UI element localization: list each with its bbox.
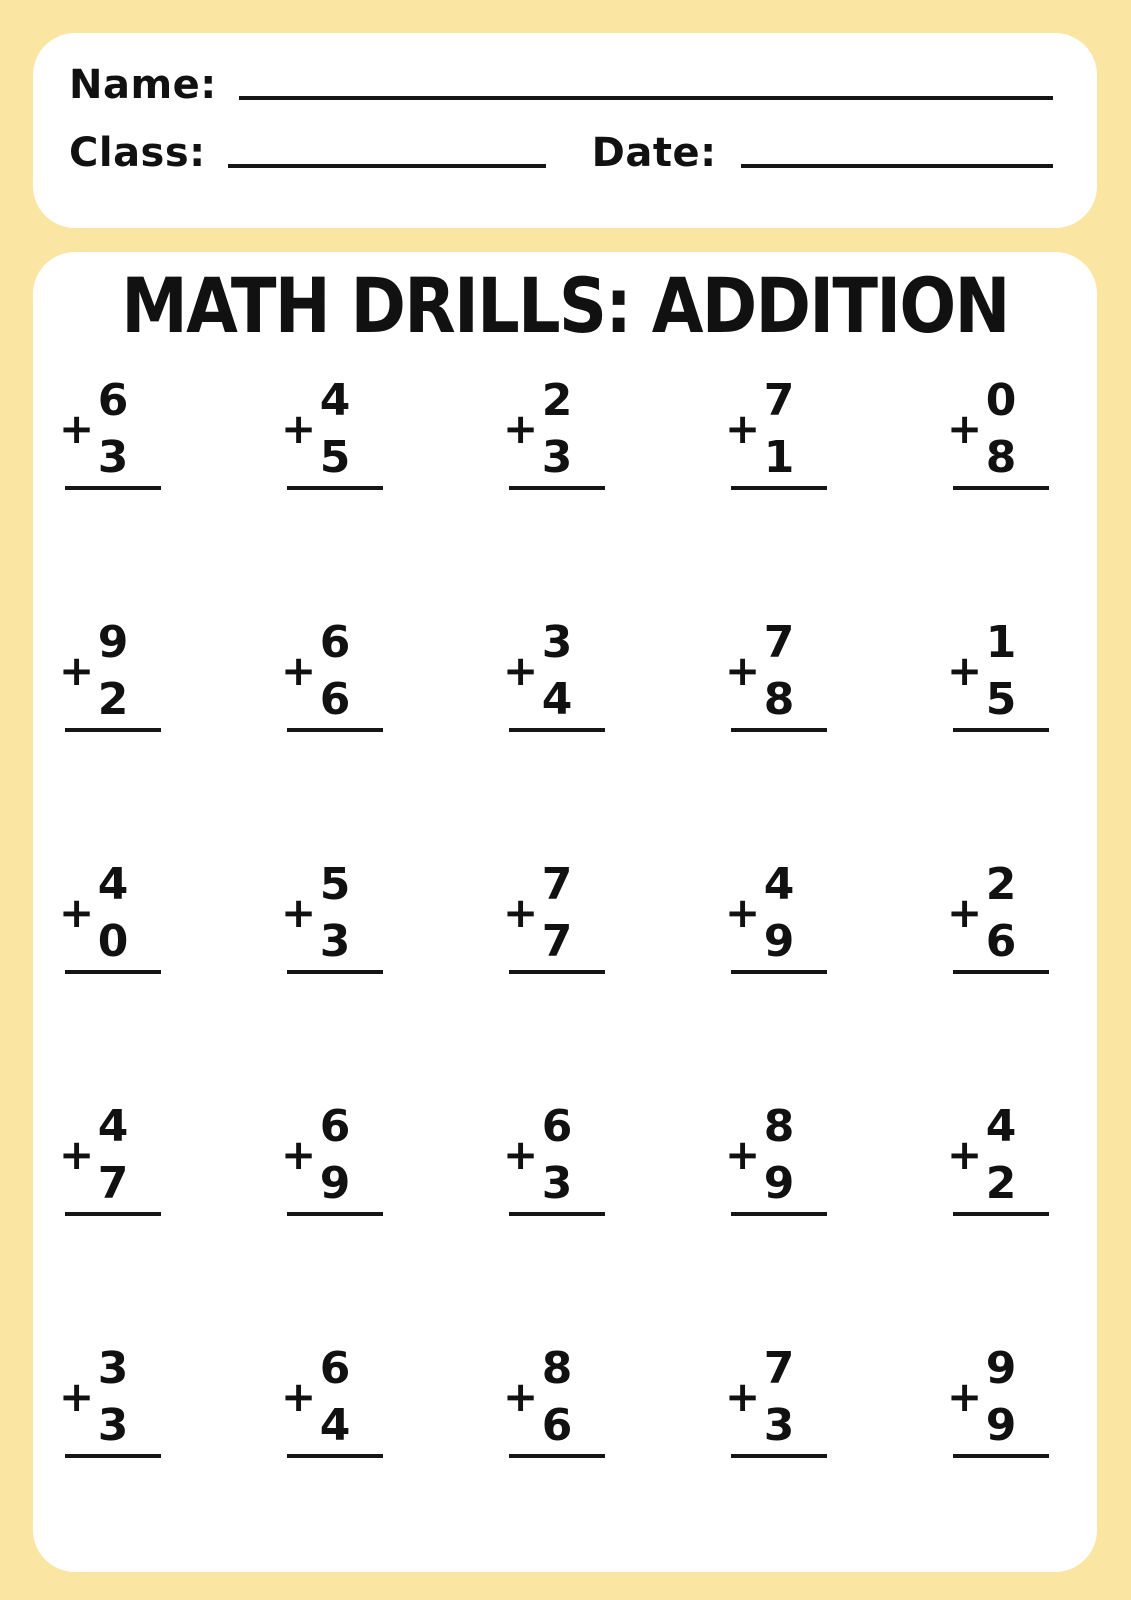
addition-problem bbox=[725, 1098, 827, 1340]
plus-operator: + bbox=[59, 646, 95, 696]
plus-operator: + bbox=[947, 1130, 983, 1180]
addition-problem bbox=[947, 856, 1049, 1098]
addends bbox=[542, 372, 573, 486]
addition-problem bbox=[281, 1098, 383, 1340]
bottom-addend: 4 bbox=[541, 674, 573, 726]
top-addend: 7 bbox=[763, 375, 795, 427]
answer-line bbox=[65, 1454, 161, 1458]
addends bbox=[320, 1098, 351, 1212]
bottom-addend: 6 bbox=[319, 674, 351, 726]
plus-operator: + bbox=[281, 1130, 317, 1180]
problem-body bbox=[59, 372, 161, 486]
class-label: Class: bbox=[69, 130, 206, 176]
answer-line bbox=[65, 970, 161, 974]
plus-operator: + bbox=[281, 646, 317, 696]
problem-body bbox=[725, 1098, 827, 1212]
date-fill-line bbox=[741, 164, 1053, 168]
bottom-addend: 9 bbox=[985, 1400, 1017, 1452]
bottom-addend: 5 bbox=[985, 674, 1017, 726]
problem-body bbox=[947, 1340, 1049, 1454]
addition-problem bbox=[947, 372, 1049, 614]
name-row bbox=[69, 63, 1053, 107]
bottom-addend: 4 bbox=[319, 1400, 351, 1452]
bottom-addend: 7 bbox=[541, 916, 573, 968]
problem-body bbox=[281, 1340, 383, 1454]
problem-body bbox=[281, 614, 383, 728]
problem-body bbox=[281, 1098, 383, 1212]
top-addend: 4 bbox=[763, 859, 795, 911]
bottom-addend: 9 bbox=[763, 1158, 795, 1210]
addends bbox=[98, 614, 129, 728]
answer-line bbox=[509, 1454, 605, 1458]
top-addend: 3 bbox=[97, 1343, 129, 1395]
addition-problem bbox=[59, 856, 161, 1098]
top-addend: 9 bbox=[97, 617, 129, 669]
answer-line bbox=[287, 970, 383, 974]
top-addend: 7 bbox=[541, 859, 573, 911]
date-label: Date: bbox=[591, 130, 717, 176]
addends bbox=[764, 1098, 795, 1212]
bottom-addend: 8 bbox=[763, 674, 795, 726]
plus-operator: + bbox=[281, 404, 317, 454]
addends bbox=[986, 1340, 1017, 1454]
bottom-addend: 3 bbox=[319, 916, 351, 968]
problem-body bbox=[281, 856, 383, 970]
answer-line bbox=[509, 1212, 605, 1216]
addends bbox=[320, 372, 351, 486]
addends bbox=[986, 614, 1017, 728]
bottom-addend: 9 bbox=[763, 916, 795, 968]
answer-line bbox=[65, 486, 161, 490]
answer-line bbox=[731, 1454, 827, 1458]
answer-line bbox=[731, 1212, 827, 1216]
top-addend: 6 bbox=[319, 1343, 351, 1395]
top-addend: 7 bbox=[763, 617, 795, 669]
top-addend: 9 bbox=[985, 1343, 1017, 1395]
answer-line bbox=[509, 486, 605, 490]
bottom-addend: 3 bbox=[97, 1400, 129, 1452]
top-addend: 6 bbox=[97, 375, 129, 427]
addition-problem bbox=[59, 1340, 161, 1582]
bottom-addend: 1 bbox=[763, 432, 795, 484]
top-addend: 1 bbox=[985, 617, 1017, 669]
problem-body bbox=[59, 1340, 161, 1454]
top-addend: 7 bbox=[763, 1343, 795, 1395]
answer-line bbox=[287, 728, 383, 732]
bottom-addend: 3 bbox=[97, 432, 129, 484]
problem-body bbox=[59, 614, 161, 728]
top-addend: 4 bbox=[97, 1101, 129, 1153]
plus-operator: + bbox=[59, 404, 95, 454]
addends bbox=[764, 856, 795, 970]
answer-line bbox=[953, 728, 1049, 732]
addends bbox=[98, 1098, 129, 1212]
problem-body bbox=[503, 856, 605, 970]
worksheet-title: MATH DRILLS: ADDITION bbox=[121, 261, 1009, 350]
bottom-addend: 2 bbox=[97, 674, 129, 726]
addition-problem bbox=[281, 372, 383, 614]
addends bbox=[98, 1340, 129, 1454]
problem-body bbox=[59, 1098, 161, 1212]
worksheet-card bbox=[33, 252, 1097, 1572]
addends bbox=[98, 372, 129, 486]
addends bbox=[320, 856, 351, 970]
class-date-row bbox=[69, 131, 1053, 175]
bottom-addend: 3 bbox=[763, 1400, 795, 1452]
addition-problem bbox=[503, 372, 605, 614]
plus-operator: + bbox=[503, 888, 539, 938]
problem-body bbox=[281, 372, 383, 486]
addition-problem bbox=[59, 1098, 161, 1340]
addends bbox=[320, 614, 351, 728]
plus-operator: + bbox=[281, 888, 317, 938]
addition-problem bbox=[503, 1098, 605, 1340]
answer-line bbox=[509, 970, 605, 974]
addition-problem bbox=[503, 856, 605, 1098]
addition-problem bbox=[281, 856, 383, 1098]
top-addend: 6 bbox=[319, 617, 351, 669]
plus-operator: + bbox=[725, 1372, 761, 1422]
plus-operator: + bbox=[503, 1130, 539, 1180]
answer-line bbox=[65, 1212, 161, 1216]
addition-problem bbox=[947, 614, 1049, 856]
name-label: Name: bbox=[69, 62, 217, 108]
plus-operator: + bbox=[59, 1130, 95, 1180]
answer-line bbox=[287, 486, 383, 490]
answer-line bbox=[731, 728, 827, 732]
addition-problem bbox=[725, 1340, 827, 1582]
header-card bbox=[33, 33, 1097, 228]
plus-operator: + bbox=[947, 1372, 983, 1422]
addends bbox=[542, 856, 573, 970]
bottom-addend: 9 bbox=[319, 1158, 351, 1210]
addends bbox=[986, 372, 1017, 486]
addition-problem bbox=[725, 372, 827, 614]
bottom-addend: 6 bbox=[541, 1400, 573, 1452]
name-fill-line bbox=[239, 96, 1053, 100]
problem-body bbox=[947, 372, 1049, 486]
bottom-addend: 2 bbox=[985, 1158, 1017, 1210]
problem-body bbox=[947, 856, 1049, 970]
plus-operator: + bbox=[725, 888, 761, 938]
plus-operator: + bbox=[59, 888, 95, 938]
addends bbox=[986, 856, 1017, 970]
addition-problem bbox=[503, 614, 605, 856]
addition-problem bbox=[281, 1340, 383, 1582]
addends bbox=[764, 1340, 795, 1454]
bottom-addend: 3 bbox=[541, 1158, 573, 1210]
top-addend: 4 bbox=[97, 859, 129, 911]
addition-problem bbox=[725, 856, 827, 1098]
bottom-addend: 8 bbox=[985, 432, 1017, 484]
answer-line bbox=[731, 486, 827, 490]
answer-line bbox=[953, 1454, 1049, 1458]
plus-operator: + bbox=[503, 646, 539, 696]
top-addend: 6 bbox=[541, 1101, 573, 1153]
addition-problem bbox=[281, 614, 383, 856]
top-addend: 5 bbox=[319, 859, 351, 911]
addition-problem bbox=[59, 614, 161, 856]
plus-operator: + bbox=[59, 1372, 95, 1422]
plus-operator: + bbox=[725, 1130, 761, 1180]
top-addend: 6 bbox=[319, 1101, 351, 1153]
addition-problem bbox=[59, 372, 161, 614]
answer-line bbox=[65, 728, 161, 732]
answer-line bbox=[509, 728, 605, 732]
plus-operator: + bbox=[503, 1372, 539, 1422]
bottom-addend: 0 bbox=[97, 916, 129, 968]
addition-problem bbox=[947, 1098, 1049, 1340]
bottom-addend: 7 bbox=[97, 1158, 129, 1210]
addends bbox=[764, 372, 795, 486]
plus-operator: + bbox=[503, 404, 539, 454]
problems-grid bbox=[33, 372, 1097, 1582]
top-addend: 4 bbox=[319, 375, 351, 427]
addends bbox=[542, 614, 573, 728]
top-addend: 8 bbox=[763, 1101, 795, 1153]
bottom-addend: 5 bbox=[319, 432, 351, 484]
top-addend: 0 bbox=[985, 375, 1017, 427]
plus-operator: + bbox=[725, 404, 761, 454]
problem-body bbox=[947, 614, 1049, 728]
answer-line bbox=[953, 1212, 1049, 1216]
answer-line bbox=[953, 486, 1049, 490]
addends bbox=[98, 856, 129, 970]
class-fill-line bbox=[228, 164, 546, 168]
plus-operator: + bbox=[281, 1372, 317, 1422]
answer-line bbox=[287, 1212, 383, 1216]
addition-problem bbox=[503, 1340, 605, 1582]
addition-problem bbox=[725, 614, 827, 856]
problem-body bbox=[503, 372, 605, 486]
answer-line bbox=[731, 970, 827, 974]
bottom-addend: 3 bbox=[541, 432, 573, 484]
addends bbox=[542, 1340, 573, 1454]
top-addend: 8 bbox=[541, 1343, 573, 1395]
bottom-addend: 6 bbox=[985, 916, 1017, 968]
answer-line bbox=[287, 1454, 383, 1458]
addends bbox=[764, 614, 795, 728]
answer-line bbox=[953, 970, 1049, 974]
addends bbox=[986, 1098, 1017, 1212]
plus-operator: + bbox=[947, 888, 983, 938]
addition-problem bbox=[947, 1340, 1049, 1582]
top-addend: 2 bbox=[541, 375, 573, 427]
top-addend: 2 bbox=[985, 859, 1017, 911]
problem-body bbox=[503, 614, 605, 728]
problem-body bbox=[725, 614, 827, 728]
problem-body bbox=[59, 856, 161, 970]
addends bbox=[320, 1340, 351, 1454]
problem-body bbox=[503, 1098, 605, 1212]
addends bbox=[542, 1098, 573, 1212]
problem-body bbox=[947, 1098, 1049, 1212]
header-form bbox=[33, 33, 1097, 175]
top-addend: 4 bbox=[985, 1101, 1017, 1153]
problem-body bbox=[725, 856, 827, 970]
top-addend: 3 bbox=[541, 617, 573, 669]
problem-body bbox=[503, 1340, 605, 1454]
problem-body bbox=[725, 372, 827, 486]
plus-operator: + bbox=[947, 404, 983, 454]
plus-operator: + bbox=[725, 646, 761, 696]
plus-operator: + bbox=[947, 646, 983, 696]
problem-body bbox=[725, 1340, 827, 1454]
